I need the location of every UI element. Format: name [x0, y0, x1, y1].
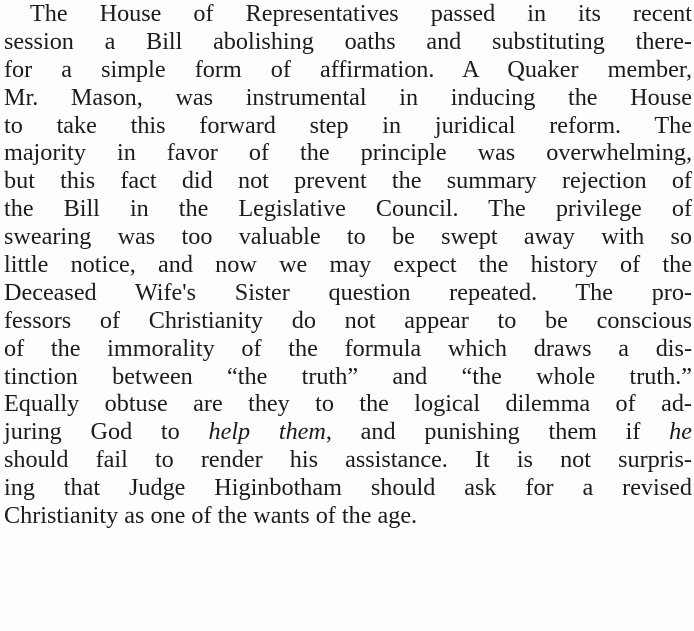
text-line: majority in favor of the principle was overwhelming,	[4, 139, 692, 167]
text-line: of the immorality of the formula which draws a dis-	[4, 334, 692, 362]
text-line: ing that Judge Higinbotham should ask for a revised	[4, 474, 692, 502]
italic-text: help them	[208, 418, 326, 446]
text-line: little notice, and now we may expect the history of the	[4, 251, 692, 279]
text-line: tinction between “the truth” and “the whole truth.”	[4, 362, 692, 390]
text-line: for a simple form of affirmation. A Quaker member,	[4, 55, 692, 83]
text-run: juring God to	[4, 418, 180, 446]
italic-text: he	[669, 418, 692, 446]
text-line: Christianity as one of the wants of the age.	[4, 502, 418, 530]
text-line: session a Bill abolishing oaths and substituting there-	[4, 27, 692, 55]
text-line: swearing was too valuable to be swept away with so	[4, 223, 692, 251]
text-line: fessors of Christianity do not appear to be conscious	[4, 306, 692, 334]
text-line	[4, 418, 692, 446]
text-line: but this fact did not prevent the summary rejection of	[4, 167, 692, 195]
text-line: Equally obtuse are they to the logical dilemma of ad-	[4, 390, 692, 418]
article-paragraph	[4, 0, 692, 530]
text-run: , and punishing them if	[325, 418, 641, 446]
text-line: to take this forward step in juridical reform. The	[4, 111, 692, 139]
text-line: Mr. Mason, was instrumental in inducing the House	[4, 83, 692, 111]
text-line: The House of Representatives passed in its recent	[30, 0, 692, 27]
text-line: Deceased Wife's Sister question repeated. The pro-	[4, 278, 692, 306]
text-line: the Bill in the Legislative Council. The privilege of	[4, 195, 692, 223]
text-line: should fail to render his assistance. It is not surpris-	[4, 446, 692, 474]
